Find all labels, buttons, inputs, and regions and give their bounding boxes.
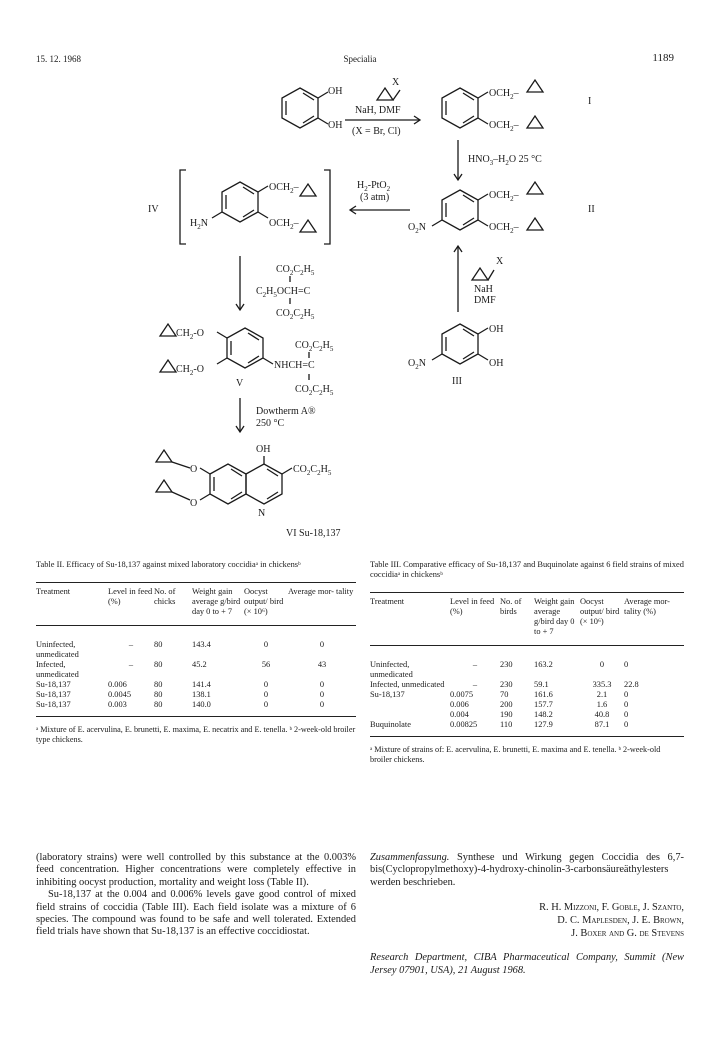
table-row: 0.004 190 148.2 40.8 0 xyxy=(450,710,629,719)
svg-text:OCH2–: $OCH_2-$ xyxy=(269,182,299,195)
svg-text:CO2C2H5: $CO_2C_2H_5$ xyxy=(276,264,315,277)
catechol-oh-2: OH xyxy=(328,120,343,131)
t2-col-oocyst: Oocyst output/ bird (× 10⁶) xyxy=(244,583,288,626)
label-V: V xyxy=(236,378,244,389)
svg-text:OCH2–: $OCH_2-$ xyxy=(269,218,299,231)
reagent-dmf: DMF xyxy=(474,295,496,306)
t3-col-birds: No. of birds xyxy=(500,593,534,646)
svg-text:CO2C2H5: $CO_2C_2H_5$ xyxy=(295,340,334,353)
reagent-x-2: X xyxy=(496,256,504,267)
vi-o-2: O xyxy=(190,498,198,509)
zusammenfassung xyxy=(370,852,684,889)
svg-text:CO2C2H5: $CO_2C_2H_5$ xyxy=(276,308,315,321)
svg-text:CO2C2H5: $CO_2C_2H_5$ xyxy=(293,464,332,477)
reagent-atm: (3 atm) xyxy=(360,192,390,203)
svg-text:OCH2–: $OCH_2-$ xyxy=(489,120,519,133)
svg-text:H2-PtO2: $H_2-PtO_2$ xyxy=(357,180,391,193)
table-2-footnote: ᵃ Mixture of E. acervulina, E. brunetti, E. maxima, E. necatrix and E. tenella. ᵇ 2-week-old broiler type chickens. xyxy=(36,725,356,744)
table-2-caption: Table II. Efficacy of Su-18,137 against mixed laboratory coccidiaᵃ in chickensᵇ xyxy=(36,560,301,569)
zusammenfassung-label: Zusammenfassung. xyxy=(370,852,450,863)
v-nhch: NHCH=C xyxy=(274,360,315,371)
svg-text:CO2C2H5: $CO_2C_2H_5$ xyxy=(295,384,334,397)
vi-oh: OH xyxy=(256,444,271,455)
vi-o-1: O xyxy=(190,464,198,475)
table-3-footnote: ᵃ Mixture of strains of: E. acervulina, E. brunetti, E. maxima and E. tenella. ᵇ 2-week-old broiler chickens. xyxy=(370,745,661,764)
svg-text:OCH2–: $OCH_2-$ xyxy=(489,190,519,203)
authors xyxy=(370,901,684,940)
t2-col-treatment: Treatment xyxy=(36,583,108,626)
svg-text:OCH2–: $OCH_2-$ xyxy=(489,88,519,101)
label-I: I xyxy=(588,96,592,107)
authors-line-2: D. C. Maplesden, J. E. Brown, xyxy=(557,915,684,927)
t2-col-weight: Weight gain average g/bird day 0 to + 7 xyxy=(192,583,244,626)
table-2-grid xyxy=(36,582,356,717)
reagent-nah: NaH xyxy=(474,284,493,295)
paragraph-2: Su-18,137 at the 0.004 and 0.006% levels gave good control of mixed field strains of coccidia (Table III). Each field isolate was a mixture of 6 species. The compound was found to be safe and well tolerated. Extended field trials have shown that Su-18,137 is an effective coccidiostat. xyxy=(36,889,356,938)
table-row: Buquinolate 0.00825 110 127.9 87.1 0 xyxy=(370,720,629,729)
affiliation: Research Department, CIBA Pharmaceutical Company, Summit (New Jersey 07901, USA), 21 August 1968. xyxy=(370,952,684,976)
table-row: Infected, unmedicated – 80 45.2 56 43 xyxy=(36,660,327,679)
table-row: Uninfected, unmedicated – 230 163.2 0 0 xyxy=(370,660,629,679)
iii-oh-1: OH xyxy=(489,324,504,335)
reagent-nah-dmf: NaH, DMF xyxy=(355,105,401,116)
svg-text:O2N: $O_2N$ xyxy=(408,222,426,235)
t3-col-weight: Weight gain average g/bird day 0 to + 7 xyxy=(534,593,580,646)
reagent-x-eq: (X = Br, Cl) xyxy=(352,126,401,137)
authors-line-1: R. H. Mizzoni, F. Goble, J. Szanto, xyxy=(539,902,684,914)
body-left-column xyxy=(36,852,356,939)
table-row: Infected, unmedicated – 230 59.1 335.3 22.8 xyxy=(370,680,639,689)
paragraph-1: (laboratory strains) were well controlled by this substance at the 0.003% feed concentration. Higher concentrations were completely effective in inhibiting oocyst production, mortality and weight loss (Table II). xyxy=(36,852,356,888)
svg-text:CH2-O: $CH_2-O$ xyxy=(176,328,204,341)
iii-oh-2: OH xyxy=(489,358,504,369)
svg-text:OCH2–: $OCH_2-$ xyxy=(489,222,519,235)
reagent-temp: 250 °C xyxy=(256,418,285,429)
zusammenfassung-text: Synthese und Wirkung gegen Coccidia des 6,7-bis(Cyclopropylmethoxy)-4-hydroxy-chinolin-3-carbonsäureäthylesters werden beschrieben. xyxy=(370,852,684,888)
svg-text:O2N: $O_2N$ xyxy=(408,358,426,371)
page-number: 1189 xyxy=(652,52,674,64)
reagent-dowtherm: Dowtherm A® xyxy=(256,406,316,417)
table-row: Uninfected, unmedicated – 80 143.4 0 0 xyxy=(36,640,325,659)
reagent-x: X xyxy=(392,77,400,88)
svg-text:H2N: $H_2N$ xyxy=(190,218,208,231)
reaction-scheme xyxy=(0,70,720,540)
t3-col-treatment: Treatment xyxy=(370,593,450,646)
table-row: Su-18,137 0.003 80 140.0 0 0 xyxy=(36,700,325,709)
svg-text:C2H5OCH=C: $C_2H_5OCH=C$ xyxy=(256,286,311,299)
t2-col-chicks: No. of chicks xyxy=(154,583,192,626)
t2-col-level: Level in feed (%) xyxy=(108,583,154,626)
label-II: II xyxy=(588,204,595,215)
t3-col-oocyst: Oocyst output/ bird (× 10⁶) xyxy=(580,593,624,646)
vi-n: N xyxy=(258,508,266,519)
table-row: 0.006 200 157.7 1.6 0 xyxy=(450,700,629,709)
table-3 xyxy=(370,560,684,765)
svg-text:CH2-O: $CH_2-O$ xyxy=(176,364,204,377)
table-3-grid xyxy=(370,592,684,737)
t3-col-mortality: Average mor- tality (%) xyxy=(624,593,684,646)
table-row: Su-18,137 0.006 80 141.4 0 0 xyxy=(36,680,325,689)
table-2 xyxy=(36,560,356,745)
table-3-caption: Table III. Comparative efficacy of Su-18,137 and Buquinolate against 6 field strains of mixed coccidiaᵃ in chickensᵇ xyxy=(370,560,684,579)
t2-col-mortality: Average mor- tality xyxy=(288,583,356,626)
label-III: III xyxy=(452,376,462,387)
table-row: Su-18,137 0.0045 80 138.1 0 0 xyxy=(36,690,325,699)
header-date: 15. 12. 1968 xyxy=(36,54,81,64)
header-section: Specialia xyxy=(343,54,377,64)
authors-line-3: J. Boxer and G. de Stevens xyxy=(571,928,684,940)
label-VI: VI Su-18,137 xyxy=(286,528,341,539)
body-right-column xyxy=(370,852,684,977)
label-IV: IV xyxy=(148,204,159,215)
reagent-hno3: $HNO_3-H_2O$ 25 °C xyxy=(468,154,542,167)
catechol-oh-1: OH xyxy=(328,86,343,97)
table-row: Su-18,137 0.0075 70 161.6 2.1 0 xyxy=(370,690,629,699)
t3-col-level: Level in feed (%) xyxy=(450,593,500,646)
